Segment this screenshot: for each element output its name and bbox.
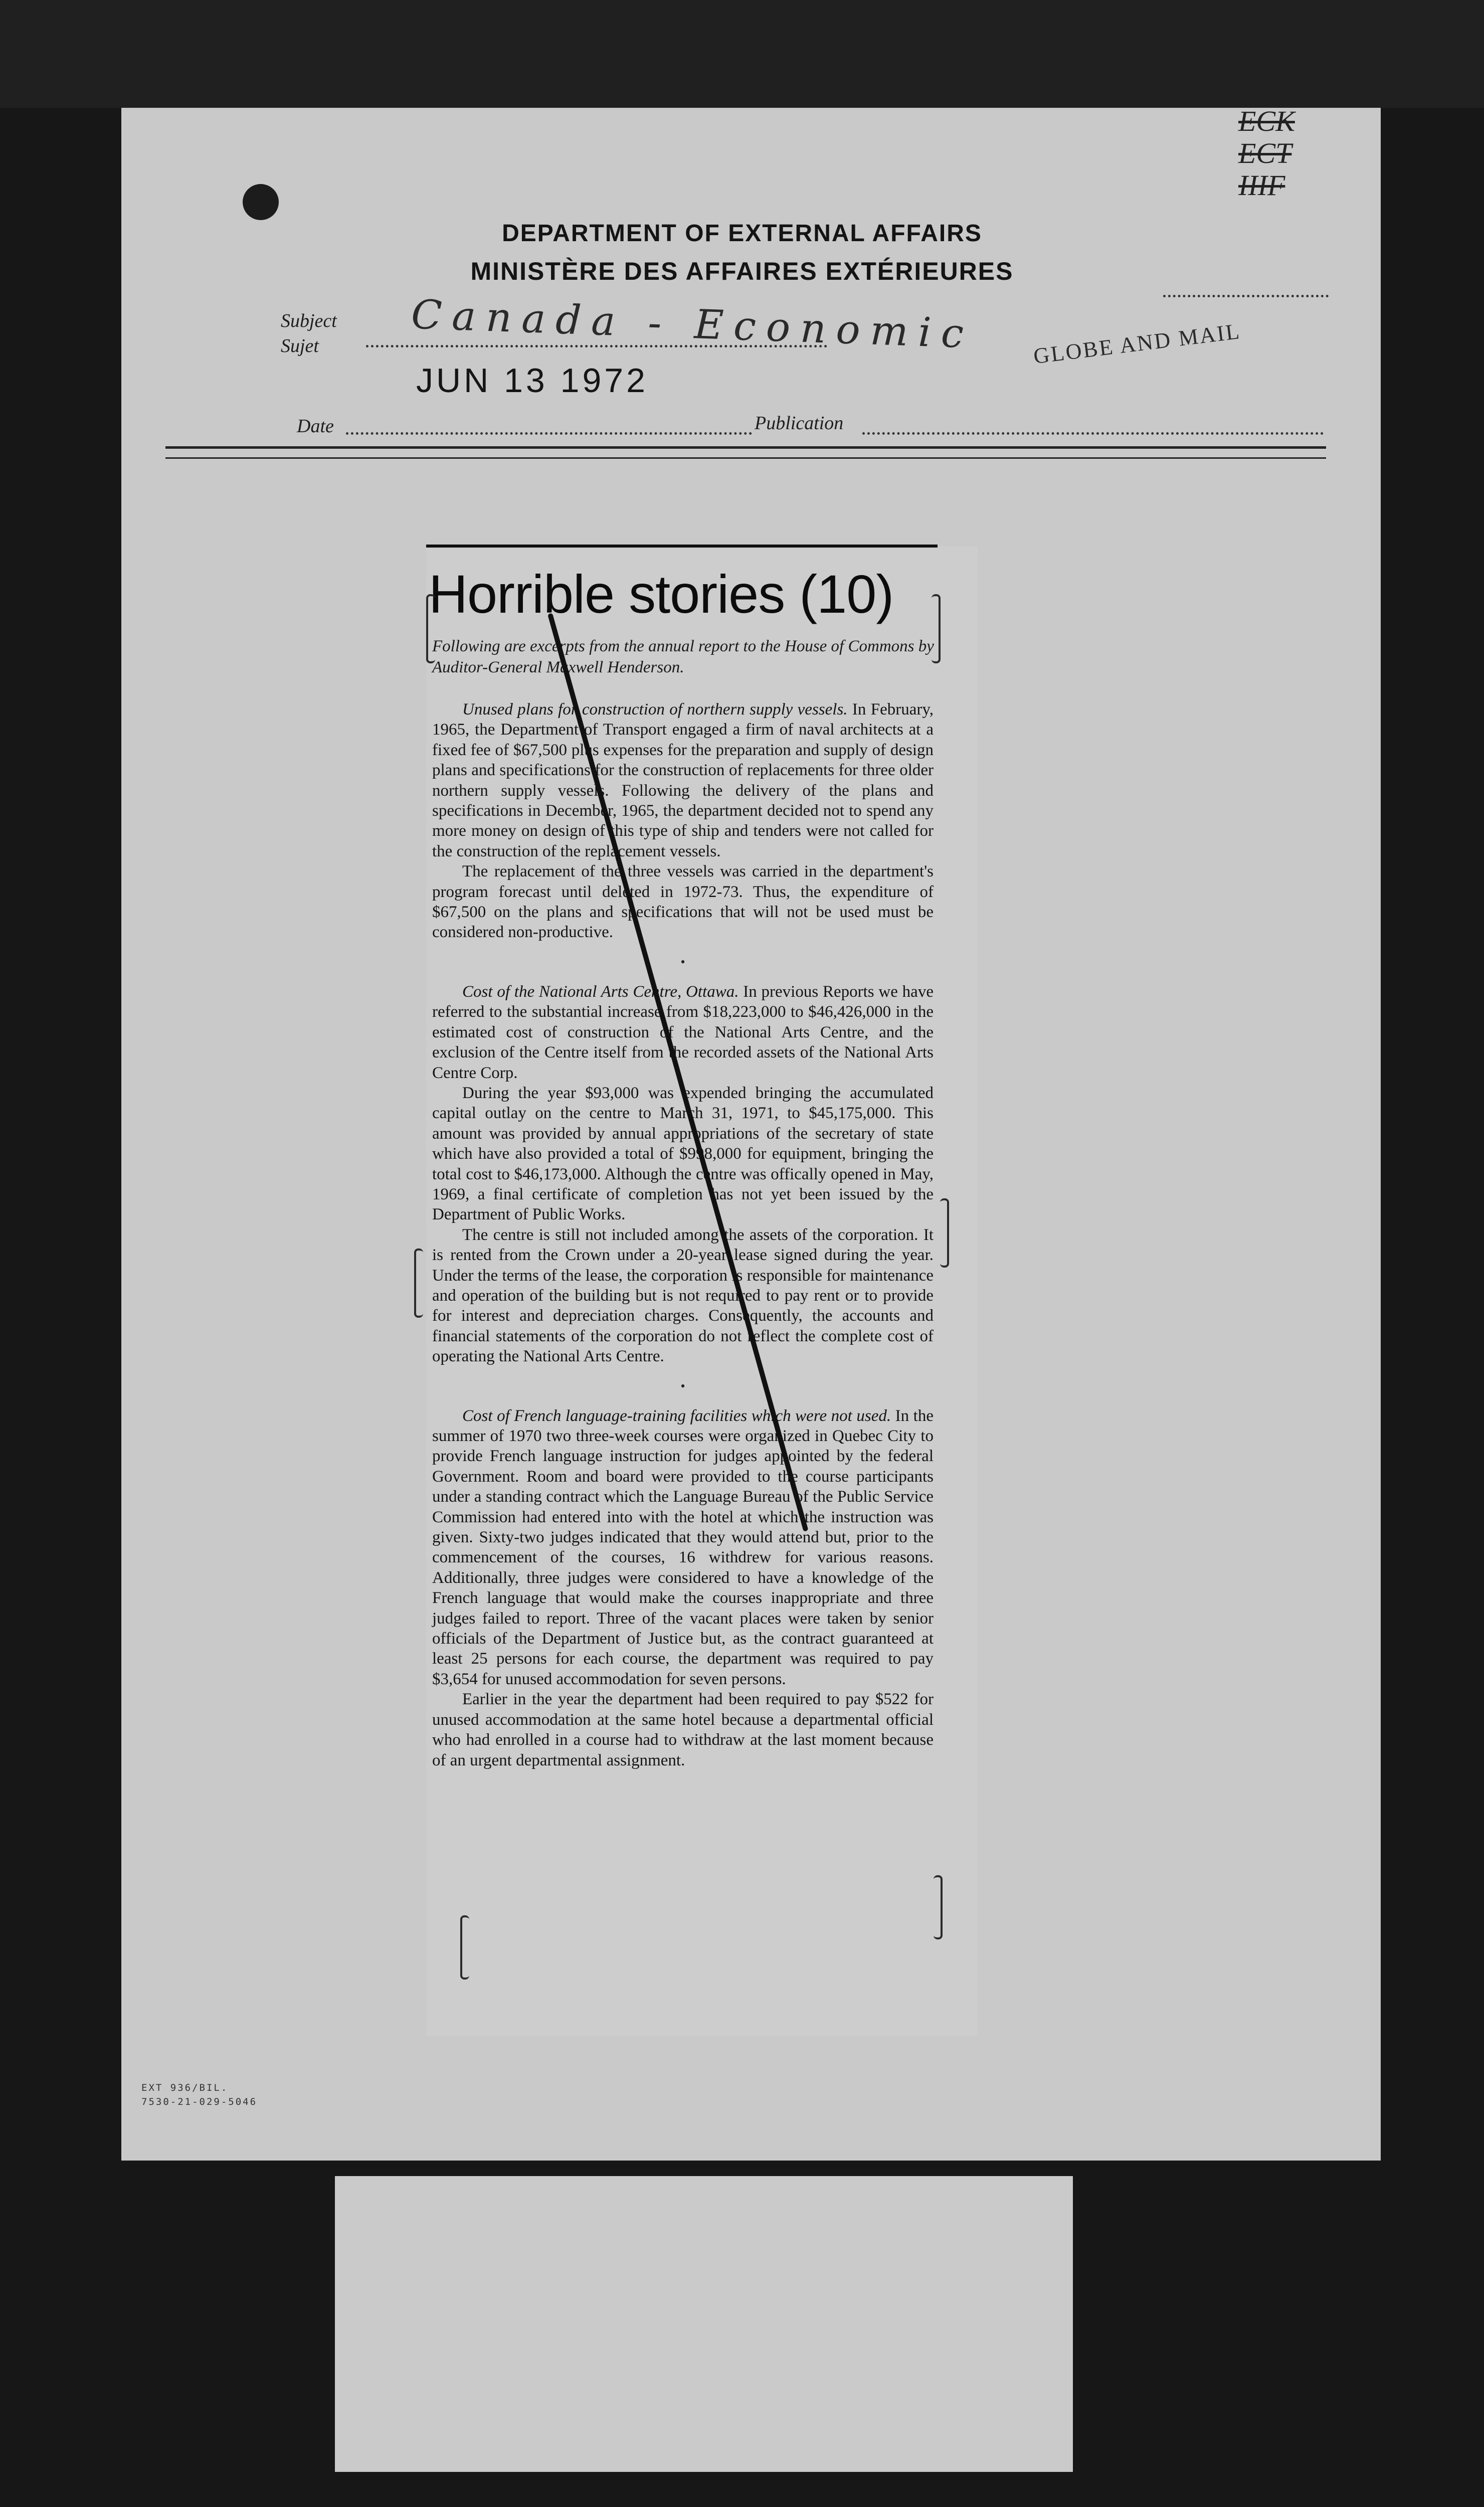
headline-rule [426, 545, 938, 548]
article-paragraph [432, 982, 934, 1083]
margin-bracket-right [940, 1198, 949, 1268]
form-number [141, 2081, 257, 2109]
date-label: Date [297, 416, 334, 437]
publication-dotted-line [862, 432, 1324, 435]
margin-bracket-right [932, 594, 941, 663]
corner-file-marks [1238, 105, 1339, 226]
section-lead: Cost of French language-training facilities which were not used. [462, 1406, 891, 1425]
margin-bracket-left [426, 594, 435, 663]
article-paragraph [432, 699, 934, 861]
section-lead: Unused plans for construction of northern supply vessels. [462, 700, 848, 719]
article-paragraph [432, 1406, 934, 1690]
subject-label-en: Subject [281, 310, 337, 331]
subject-handwritten-value: Canada - Economic [410, 291, 975, 357]
department-title-fr: MINISTÈRE DES AFFAIRES EXTÉRIEURES [470, 257, 1014, 285]
date-dotted-line [346, 432, 752, 435]
header-rule-lower [165, 457, 1326, 459]
form-number-line: 7530-21-029-5046 [141, 2096, 258, 2107]
publication-stamp: GLOBE AND MAIL [1032, 318, 1242, 369]
paragraph-text: In the summer of 1970 two three-week courses were organized in Quebec City to provide French language instruction for judges appointed by the federal Government. Room and board were provided to the course participants under a standing contract which the Language Bureau of the Public Service Commission had entered into with the hotel at which the instruction was given. Sixty-two judges indicated that they would attend but, prior to the commencement of the courses, 16 withdrew for various reasons. Additionally, three judges were considered to have a knowledge of the French language that would make the courses inappropriate and three judges failed to report. Three of the vacant places were taken by senior officials of the Department of Justice but, as the contract guaranteed at least 25 persons for each course, the department was required to pay $3,654 for unused accommodation for seven persons. [432, 1406, 934, 1688]
blank-slip [335, 2176, 1073, 2472]
date-stamp: JUN 13 1972 [416, 362, 648, 400]
paragraph-text: In previous Reports we have referred to the substantial increase from $18,223,000 to $46,426,000 in the estimated cost of construction of the National Arts Centre, and the exclusion of the Centre itself from the recorded assets of the National Arts Centre Corp. [432, 982, 934, 1082]
punch-hole [243, 184, 279, 220]
corner-mark: ECK [1238, 105, 1295, 137]
file-number-dotted-line [1163, 295, 1329, 297]
margin-bracket-right [934, 1875, 943, 1939]
article-paragraph: The replacement of the three vessels was carried in the department's program forecast until deleted in 1972-73. Thus, the expenditure of $67,500 on the plans and specifications that will not be used must be considered non-productive. [432, 862, 934, 942]
article-paragraph: During the year $93,000 was expended bringing the accumulated capital outlay on the centre to March 31, 1971, to $45,175,000. This amount was provided by annual appropriations of the secretary of state which have also provided a total of $998,000 for equipment, bringing the total cost to $46,173,000. Although the centre was offically opened in May, 1969, a final certificate of completion has not yet been issued by the Department of Public Works. [432, 1084, 934, 1224]
header-rule-upper [165, 446, 1326, 449]
paragraph-text: In February, 1965, the Department of Transport engaged a firm of naval architects at a fixed fee of $67,500 plus expenses for the preparation and supply of design plans and specifications for the construction of replacements for three older northern supply vessels. Following the delivery of the plans and specifications in December, 1965, the department decided not to spend any more money on design of this type of ship and tenders were not called for the construction of the replacement vessels. [432, 700, 934, 860]
article-paragraph: Earlier in the year the department had been required to pay $522 for unused accommodation at the same hotel because a departmental official who had enrolled in a course had to withdraw at the last moment because of an urgent departmental assignment. [432, 1690, 934, 1769]
headline: Horrible stories (10) [429, 564, 894, 624]
corner-mark: IIIF [1238, 169, 1285, 202]
article-body [432, 699, 934, 1770]
corner-mark: ECT [1238, 137, 1292, 169]
section-separator: • [680, 1378, 685, 1393]
margin-bracket-left [414, 1248, 423, 1318]
intro-paragraph: Following are excerpts from the annual report to the House of Commons by Auditor-General Maxwell Henderson. [432, 637, 934, 676]
subject-label-fr: Sujet [281, 335, 319, 356]
section-lead: Cost of the National Arts Centre, Ottawa. [462, 982, 739, 1001]
margin-bracket-left [460, 1915, 469, 1980]
publication-label: Publication [755, 413, 844, 434]
article-paragraph: The centre is still not included among the assets of the corporation. It is rented from the Crown under a 20-year lease signed during the year. Under the terms of the lease, the corporation is responsible for maintenance and operation of the building but is not required to pay rent or to provide for interest and depreciation charges. Consequently, the accounts and financial statements of the corporation do not reflect the complete cost of operating the National Arts Centre. [432, 1225, 934, 1366]
form-number-line: EXT 936/BIL. [141, 2082, 229, 2093]
section-separator: • [680, 954, 685, 969]
department-title-en: DEPARTMENT OF EXTERNAL AFFAIRS [502, 220, 982, 247]
scan-background [0, 0, 1484, 108]
